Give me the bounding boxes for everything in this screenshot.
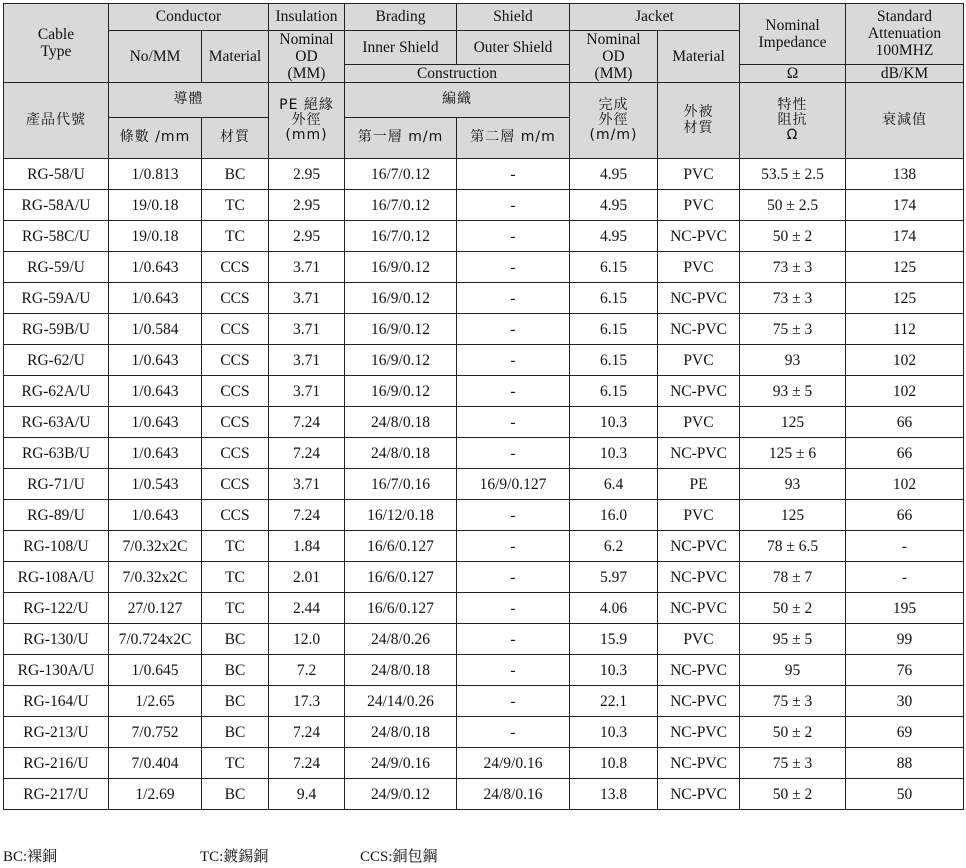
cell-attenuation: 125 xyxy=(846,252,964,283)
cell-inner-shield: 24/8/0.18 xyxy=(345,407,457,438)
cell-insulation-od: 7.24 xyxy=(269,438,345,469)
cell-jacket-material: NC-PVC xyxy=(658,531,740,562)
cell-jacket-material: PE xyxy=(658,469,740,500)
cell-attenuation: 50 xyxy=(846,779,964,810)
cell-conductor-material: CCS xyxy=(202,314,269,345)
cell-jacket-material: NC-PVC xyxy=(658,655,740,686)
cell-no-mm: 7/0.724x2C xyxy=(109,624,202,655)
cell-inner-shield: 16/9/0.12 xyxy=(345,283,457,314)
cell-jacket-material: NC-PVC xyxy=(658,438,740,469)
table-row xyxy=(4,562,964,593)
cell-cable-type: RG-58C/U xyxy=(4,221,109,252)
cell-jacket-od: 6.2 xyxy=(570,531,658,562)
cell-inner-shield: 24/9/0.12 xyxy=(345,779,457,810)
header-zh-product-code: 產品代號 xyxy=(4,83,109,159)
cell-insulation-od: 2.95 xyxy=(269,190,345,221)
cell-inner-shield: 24/8/0.26 xyxy=(345,624,457,655)
cell-cable-type: RG-164/U xyxy=(4,686,109,717)
table-row xyxy=(4,283,964,314)
table-row xyxy=(4,407,964,438)
cell-jacket-material: NC-PVC xyxy=(658,686,740,717)
cell-cable-type: RG-122/U xyxy=(4,593,109,624)
cell-no-mm: 1/0.643 xyxy=(109,376,202,407)
cell-insulation-od: 2.95 xyxy=(269,221,345,252)
cell-conductor-material: BC xyxy=(202,686,269,717)
header-inner-shield: Inner Shield xyxy=(345,31,457,65)
cell-attenuation: 102 xyxy=(846,345,964,376)
cell-conductor-material: CCS xyxy=(202,345,269,376)
cell-attenuation: 195 xyxy=(846,593,964,624)
table-row xyxy=(4,624,964,655)
cell-outer-shield: - xyxy=(457,283,570,314)
header-db-km-unit: dB/KM xyxy=(846,64,964,82)
header-zh-pe-od: PE 絕緣 外徑 (mm) xyxy=(269,83,345,159)
cell-insulation-od: 17.3 xyxy=(269,686,345,717)
cell-jacket-material: NC-PVC xyxy=(658,748,740,779)
cell-conductor-material: TC xyxy=(202,221,269,252)
cell-insulation-od: 7.24 xyxy=(269,407,345,438)
cell-no-mm: 7/0.32x2C xyxy=(109,531,202,562)
cell-jacket-material: NC-PVC xyxy=(658,593,740,624)
cell-conductor-material: TC xyxy=(202,562,269,593)
header-zh-braid: 編織 xyxy=(345,83,570,118)
cell-cable-type: RG-108A/U xyxy=(4,562,109,593)
cell-conductor-material: CCS xyxy=(202,469,269,500)
cell-no-mm: 7/0.404 xyxy=(109,748,202,779)
cell-inner-shield: 16/9/0.12 xyxy=(345,345,457,376)
cell-impedance: 50 ± 2 xyxy=(740,221,846,252)
cell-jacket-material: NC-PVC xyxy=(658,717,740,748)
header-jacket-od: Nominal OD (MM) xyxy=(570,31,658,83)
table-row xyxy=(4,779,964,810)
cell-attenuation: 102 xyxy=(846,469,964,500)
cell-conductor-material: TC xyxy=(202,593,269,624)
cell-attenuation: 69 xyxy=(846,717,964,748)
cell-jacket-od: 6.15 xyxy=(570,283,658,314)
cell-conductor-material: BC xyxy=(202,655,269,686)
cell-conductor-material: TC xyxy=(202,531,269,562)
cell-cable-type: RG-71/U xyxy=(4,469,109,500)
cell-insulation-od: 7.24 xyxy=(269,748,345,779)
cell-cable-type: RG-63B/U xyxy=(4,438,109,469)
header-outer-shield: Outer Shield xyxy=(457,31,570,65)
cell-impedance: 75 ± 3 xyxy=(740,314,846,345)
footnote-ccs: CCS:銅包鋼 xyxy=(360,849,438,865)
cell-jacket-od: 4.95 xyxy=(570,190,658,221)
cell-jacket-material: PVC xyxy=(658,407,740,438)
table-row xyxy=(4,438,964,469)
cell-insulation-od: 2.44 xyxy=(269,593,345,624)
table-row xyxy=(4,314,964,345)
header-brading: Brading xyxy=(345,4,457,31)
table-body xyxy=(4,159,964,810)
cell-attenuation: 66 xyxy=(846,407,964,438)
cell-outer-shield: - xyxy=(457,376,570,407)
cell-jacket-material: PVC xyxy=(658,252,740,283)
cell-cable-type: RG-62A/U xyxy=(4,376,109,407)
cell-inner-shield: 16/7/0.12 xyxy=(345,159,457,190)
cell-cable-type: RG-213/U xyxy=(4,717,109,748)
cell-attenuation: 174 xyxy=(846,190,964,221)
cell-outer-shield: - xyxy=(457,345,570,376)
header-jacket-material: Material xyxy=(658,31,740,83)
cell-cable-type: RG-62/U xyxy=(4,345,109,376)
cell-no-mm: 1/0.643 xyxy=(109,500,202,531)
cell-attenuation: - xyxy=(846,562,964,593)
cell-jacket-od: 4.06 xyxy=(570,593,658,624)
cell-cable-type: RG-89/U xyxy=(4,500,109,531)
cell-jacket-od: 10.3 xyxy=(570,407,658,438)
cell-no-mm: 19/0.18 xyxy=(109,190,202,221)
cell-outer-shield: - xyxy=(457,655,570,686)
cell-outer-shield: - xyxy=(457,531,570,562)
cell-jacket-od: 6.15 xyxy=(570,252,658,283)
cell-inner-shield: 16/9/0.12 xyxy=(345,376,457,407)
cell-conductor-material: BC xyxy=(202,159,269,190)
cell-outer-shield: - xyxy=(457,407,570,438)
header-construction: Construction xyxy=(345,64,570,82)
header-insulation-od: Nominal OD (MM) xyxy=(269,31,345,83)
cell-outer-shield: - xyxy=(457,190,570,221)
table-row xyxy=(4,531,964,562)
cell-jacket-material: NC-PVC xyxy=(658,221,740,252)
cell-cable-type: RG-216/U xyxy=(4,748,109,779)
cell-outer-shield: - xyxy=(457,500,570,531)
cell-impedance: 53.5 ± 2.5 xyxy=(740,159,846,190)
cell-no-mm: 1/0.584 xyxy=(109,314,202,345)
header-conductor-material: Material xyxy=(202,31,269,83)
cell-insulation-od: 3.71 xyxy=(269,252,345,283)
cell-jacket-material: NC-PVC xyxy=(658,779,740,810)
footnote-tc: TC:鍍錫銅 xyxy=(200,849,269,865)
cell-inner-shield: 16/7/0.12 xyxy=(345,190,457,221)
cell-conductor-material: BC xyxy=(202,624,269,655)
header-standard-attenuation: Standard Attenuation 100MHZ xyxy=(846,4,964,65)
header-nominal-impedance: Nominal Impedance xyxy=(740,4,846,65)
cell-conductor-material: CCS xyxy=(202,438,269,469)
cell-jacket-od: 4.95 xyxy=(570,221,658,252)
cell-cable-type: RG-58/U xyxy=(4,159,109,190)
cell-insulation-od: 3.71 xyxy=(269,469,345,500)
cell-insulation-od: 1.84 xyxy=(269,531,345,562)
cell-insulation-od: 3.71 xyxy=(269,376,345,407)
cell-outer-shield: - xyxy=(457,686,570,717)
cell-no-mm: 1/2.65 xyxy=(109,686,202,717)
cell-attenuation: 102 xyxy=(846,376,964,407)
cell-attenuation: 76 xyxy=(846,655,964,686)
cell-inner-shield: 24/8/0.18 xyxy=(345,438,457,469)
cell-jacket-od: 6.15 xyxy=(570,314,658,345)
header-cable-type: Cable Type xyxy=(4,4,109,83)
cell-no-mm: 1/0.543 xyxy=(109,469,202,500)
cell-jacket-material: NC-PVC xyxy=(658,314,740,345)
cell-jacket-od: 10.3 xyxy=(570,438,658,469)
table-row xyxy=(4,345,964,376)
cell-insulation-od: 2.95 xyxy=(269,159,345,190)
cell-attenuation: 99 xyxy=(846,624,964,655)
cell-cable-type: RG-58A/U xyxy=(4,190,109,221)
cell-cable-type: RG-59/U xyxy=(4,252,109,283)
cell-insulation-od: 3.71 xyxy=(269,345,345,376)
cell-conductor-material: CCS xyxy=(202,407,269,438)
cell-inner-shield: 16/12/0.18 xyxy=(345,500,457,531)
cell-no-mm: 1/0.643 xyxy=(109,345,202,376)
table-row xyxy=(4,190,964,221)
table-row xyxy=(4,655,964,686)
cell-jacket-od: 10.3 xyxy=(570,717,658,748)
cell-no-mm: 1/0.643 xyxy=(109,283,202,314)
cell-impedance: 75 ± 3 xyxy=(740,686,846,717)
cell-jacket-od: 5.97 xyxy=(570,562,658,593)
header-zh-attenuation: 衰減值 xyxy=(846,83,964,159)
header-zh-material: 材質 xyxy=(202,118,269,159)
cell-jacket-od: 22.1 xyxy=(570,686,658,717)
cell-outer-shield: - xyxy=(457,562,570,593)
cell-no-mm: 7/0.752 xyxy=(109,717,202,748)
table-row xyxy=(4,748,964,779)
cell-outer-shield: - xyxy=(457,221,570,252)
cell-inner-shield: 24/9/0.16 xyxy=(345,748,457,779)
cell-no-mm: 7/0.32x2C xyxy=(109,562,202,593)
cell-no-mm: 1/2.69 xyxy=(109,779,202,810)
cell-inner-shield: 16/9/0.12 xyxy=(345,252,457,283)
header-zh-second-layer: 第二層 m/m xyxy=(457,118,570,159)
header-conductor: Conductor xyxy=(109,4,269,31)
cell-attenuation: 30 xyxy=(846,686,964,717)
header-no-mm: No/MM xyxy=(109,31,202,83)
cell-jacket-od: 4.95 xyxy=(570,159,658,190)
cell-jacket-material: NC-PVC xyxy=(658,376,740,407)
cell-conductor-material: BC xyxy=(202,717,269,748)
table-row xyxy=(4,159,964,190)
cell-no-mm: 19/0.18 xyxy=(109,221,202,252)
cell-conductor-material: BC xyxy=(202,779,269,810)
header-shield: Shield xyxy=(457,4,570,31)
cell-insulation-od: 9.4 xyxy=(269,779,345,810)
coax-spec-table xyxy=(3,3,964,810)
cell-cable-type: RG-130/U xyxy=(4,624,109,655)
cell-conductor-material: TC xyxy=(202,748,269,779)
cell-inner-shield: 16/6/0.127 xyxy=(345,531,457,562)
cell-insulation-od: 3.71 xyxy=(269,283,345,314)
footnote-bc: BC:裸銅 xyxy=(3,849,58,865)
cell-jacket-material: PVC xyxy=(658,159,740,190)
table-row xyxy=(4,717,964,748)
table-row xyxy=(4,221,964,252)
header-zh-strands: 條數 /mm xyxy=(109,118,202,159)
cell-cable-type: RG-63A/U xyxy=(4,407,109,438)
cell-insulation-od: 3.71 xyxy=(269,314,345,345)
cell-conductor-material: TC xyxy=(202,190,269,221)
header-zh-jacket-material: 外被 材質 xyxy=(658,83,740,159)
table-row xyxy=(4,500,964,531)
cell-impedance: 125 xyxy=(740,407,846,438)
cell-impedance: 50 ± 2 xyxy=(740,717,846,748)
cell-outer-shield: - xyxy=(457,593,570,624)
cell-jacket-od: 10.8 xyxy=(570,748,658,779)
cell-impedance: 95 ± 5 xyxy=(740,624,846,655)
cell-impedance: 95 xyxy=(740,655,846,686)
cell-cable-type: RG-108/U xyxy=(4,531,109,562)
cell-impedance: 50 ± 2 xyxy=(740,593,846,624)
cell-inner-shield: 16/7/0.12 xyxy=(345,221,457,252)
cell-impedance: 78 ± 6.5 xyxy=(740,531,846,562)
cell-outer-shield: 24/8/0.16 xyxy=(457,779,570,810)
cell-impedance: 73 ± 3 xyxy=(740,252,846,283)
cell-jacket-material: PVC xyxy=(658,500,740,531)
cell-inner-shield: 24/14/0.26 xyxy=(345,686,457,717)
cell-impedance: 93 xyxy=(740,345,846,376)
cell-insulation-od: 7.24 xyxy=(269,717,345,748)
cell-outer-shield: - xyxy=(457,438,570,469)
cell-inner-shield: 16/9/0.12 xyxy=(345,314,457,345)
cell-insulation-od: 2.01 xyxy=(269,562,345,593)
table-row xyxy=(4,376,964,407)
cell-jacket-material: PVC xyxy=(658,190,740,221)
cell-inner-shield: 16/6/0.127 xyxy=(345,593,457,624)
table-row xyxy=(4,593,964,624)
cell-jacket-od: 16.0 xyxy=(570,500,658,531)
cell-inner-shield: 24/8/0.18 xyxy=(345,655,457,686)
cell-attenuation: 138 xyxy=(846,159,964,190)
header-zh-impedance: 特性 阻抗 Ω xyxy=(740,83,846,159)
footnotes xyxy=(3,843,963,865)
cell-impedance: 50 ± 2.5 xyxy=(740,190,846,221)
cell-cable-type: RG-217/U xyxy=(4,779,109,810)
header-insulation: Insulation xyxy=(269,4,345,31)
header-zh-finished-od: 完成 外徑 (m/m) xyxy=(570,83,658,159)
cell-attenuation: - xyxy=(846,531,964,562)
cell-outer-shield: 24/9/0.16 xyxy=(457,748,570,779)
cell-jacket-material: NC-PVC xyxy=(658,562,740,593)
cell-impedance: 73 ± 3 xyxy=(740,283,846,314)
header-zh-conductor: 導體 xyxy=(109,83,269,118)
cell-inner-shield: 16/7/0.16 xyxy=(345,469,457,500)
cell-outer-shield: - xyxy=(457,252,570,283)
cell-jacket-od: 15.9 xyxy=(570,624,658,655)
cell-conductor-material: CCS xyxy=(202,252,269,283)
cell-outer-shield: - xyxy=(457,314,570,345)
cell-impedance: 78 ± 7 xyxy=(740,562,846,593)
cell-jacket-material: PVC xyxy=(658,345,740,376)
table-row xyxy=(4,469,964,500)
header-ohm-unit: Ω xyxy=(740,64,846,82)
header-zh-first-layer: 第一層 m/m xyxy=(345,118,457,159)
cell-outer-shield: 16/9/0.127 xyxy=(457,469,570,500)
cell-conductor-material: CCS xyxy=(202,376,269,407)
cell-conductor-material: CCS xyxy=(202,283,269,314)
cell-insulation-od: 7.2 xyxy=(269,655,345,686)
cell-cable-type: RG-59A/U xyxy=(4,283,109,314)
cell-attenuation: 174 xyxy=(846,221,964,252)
cell-insulation-od: 12.0 xyxy=(269,624,345,655)
cell-attenuation: 125 xyxy=(846,283,964,314)
cell-outer-shield: - xyxy=(457,624,570,655)
cell-cable-type: RG-59B/U xyxy=(4,314,109,345)
cell-no-mm: 1/0.813 xyxy=(109,159,202,190)
cell-impedance: 50 ± 2 xyxy=(740,779,846,810)
cell-impedance: 93 xyxy=(740,469,846,500)
cell-jacket-od: 10.3 xyxy=(570,655,658,686)
cell-attenuation: 66 xyxy=(846,500,964,531)
cell-cable-type: RG-130A/U xyxy=(4,655,109,686)
cell-impedance: 125 ± 6 xyxy=(740,438,846,469)
cell-jacket-od: 6.15 xyxy=(570,345,658,376)
cell-impedance: 125 xyxy=(740,500,846,531)
cell-no-mm: 1/0.643 xyxy=(109,438,202,469)
cell-jacket-od: 6.15 xyxy=(570,376,658,407)
table-row xyxy=(4,686,964,717)
cell-jacket-od: 6.4 xyxy=(570,469,658,500)
cell-outer-shield: - xyxy=(457,717,570,748)
cell-impedance: 93 ± 5 xyxy=(740,376,846,407)
cell-no-mm: 27/0.127 xyxy=(109,593,202,624)
cell-no-mm: 1/0.643 xyxy=(109,252,202,283)
cell-jacket-od: 13.8 xyxy=(570,779,658,810)
cell-jacket-material: PVC xyxy=(658,624,740,655)
cell-attenuation: 66 xyxy=(846,438,964,469)
cell-attenuation: 88 xyxy=(846,748,964,779)
cell-inner-shield: 24/8/0.18 xyxy=(345,717,457,748)
cell-inner-shield: 16/6/0.127 xyxy=(345,562,457,593)
cell-no-mm: 1/0.645 xyxy=(109,655,202,686)
cell-attenuation: 112 xyxy=(846,314,964,345)
cell-conductor-material: CCS xyxy=(202,500,269,531)
cell-outer-shield: - xyxy=(457,159,570,190)
header-jacket: Jacket xyxy=(570,4,740,31)
table-row xyxy=(4,252,964,283)
cell-no-mm: 1/0.643 xyxy=(109,407,202,438)
cell-jacket-material: NC-PVC xyxy=(658,283,740,314)
cell-insulation-od: 7.24 xyxy=(269,500,345,531)
cell-impedance: 75 ± 3 xyxy=(740,748,846,779)
